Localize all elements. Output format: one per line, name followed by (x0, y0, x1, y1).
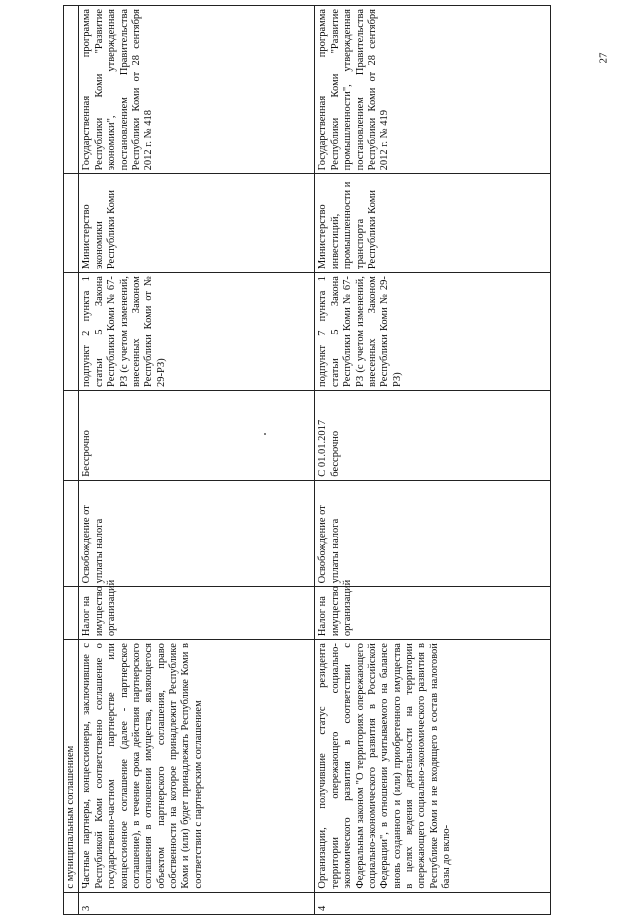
curator-ministry: Министерство экономики Республики Коми (79, 174, 315, 273)
tax-benefits-table (63, 5, 551, 915)
row-number: 4 (315, 892, 551, 914)
table-cell (64, 6, 79, 174)
table-cell-prev-row-tail: с муниципальным соглашением (64, 640, 79, 892)
taxpayer-category: Организации, получившие статус резидента территории опережающего социально-экономического развития в соответствии с Федеральным законом "О территориях опережающего социально-экономического развития в Российской Федерации", в отношении учитываемого на балансе вновь созданного и (или) приобретенного имущества в целях ведения деятельности на территории опережающего социально-экономического развития в Республике Коми и не входящего в состав налоговой базы до вклю- (315, 640, 551, 892)
table-row (79, 6, 315, 915)
page-number: 27 (597, 52, 610, 64)
rotated-table-frame (63, 0, 453, 915)
scan-speck (264, 433, 266, 435)
table-cell (64, 390, 79, 480)
table-cell (64, 480, 79, 587)
state-program: Государственная программа Республики Коми "Развитие экономики", утвержденная постановлением Правительства Республики Коми от 28 сентября 2012 г. № 418 (79, 6, 315, 174)
legal-basis: подпункт 2 пункта 1 статьи 5 Закона Республики Коми № 67-РЗ (с учетом изменений, внесенных Законом Республики Коми от № 29-РЗ) (79, 273, 315, 391)
table-cell (64, 273, 79, 391)
row-number: 3 (79, 892, 315, 914)
legal-basis: подпункт 7 пункта 1 статьи 5 Закона Республики Коми № 67-РЗ (с учетом изменений, внесенных Законом Республики Коми № 29-РЗ) (315, 273, 551, 391)
table-row (315, 6, 551, 915)
table-cell (64, 892, 79, 914)
benefit-term: С 01.01.2017 бессрочно (315, 390, 551, 480)
table-row-continuation (64, 6, 79, 915)
tax-type: Налог на имущество организаций (79, 587, 315, 640)
state-program: Государственная программа Республики Коми "Развитие промышленности", утвержденная постановлением Правительства Республики Коми от 28 сентября 2012 г. № 419 (315, 6, 551, 174)
tax-type: Налог на имущество организаций (315, 587, 551, 640)
benefit-type: Освобождение от уплаты налога (79, 480, 315, 587)
table-cell (64, 587, 79, 640)
benefit-term: Бессрочно (79, 390, 315, 480)
taxpayer-category: Частные партнеры, концессионеры, заключившие с Республикой Коми соответственно соглашение о государственно-частном партнерстве или концессионное соглашение (далее - партнерское соглашение), в течение срока действия партнерского соглашения в отношении имущества, являющегося объектом партнерского соглашения, право собственности на которое принадлежит Республике Коми и (или) будет принадлежать Республике Коми в соответствии с партнерским соглашением (79, 640, 315, 892)
benefit-type: Освобождение от уплаты налога (315, 480, 551, 587)
table-cell (64, 174, 79, 273)
curator-ministry: Министерство инвестиций, промышленности и транспорта Республики Коми (315, 174, 551, 273)
